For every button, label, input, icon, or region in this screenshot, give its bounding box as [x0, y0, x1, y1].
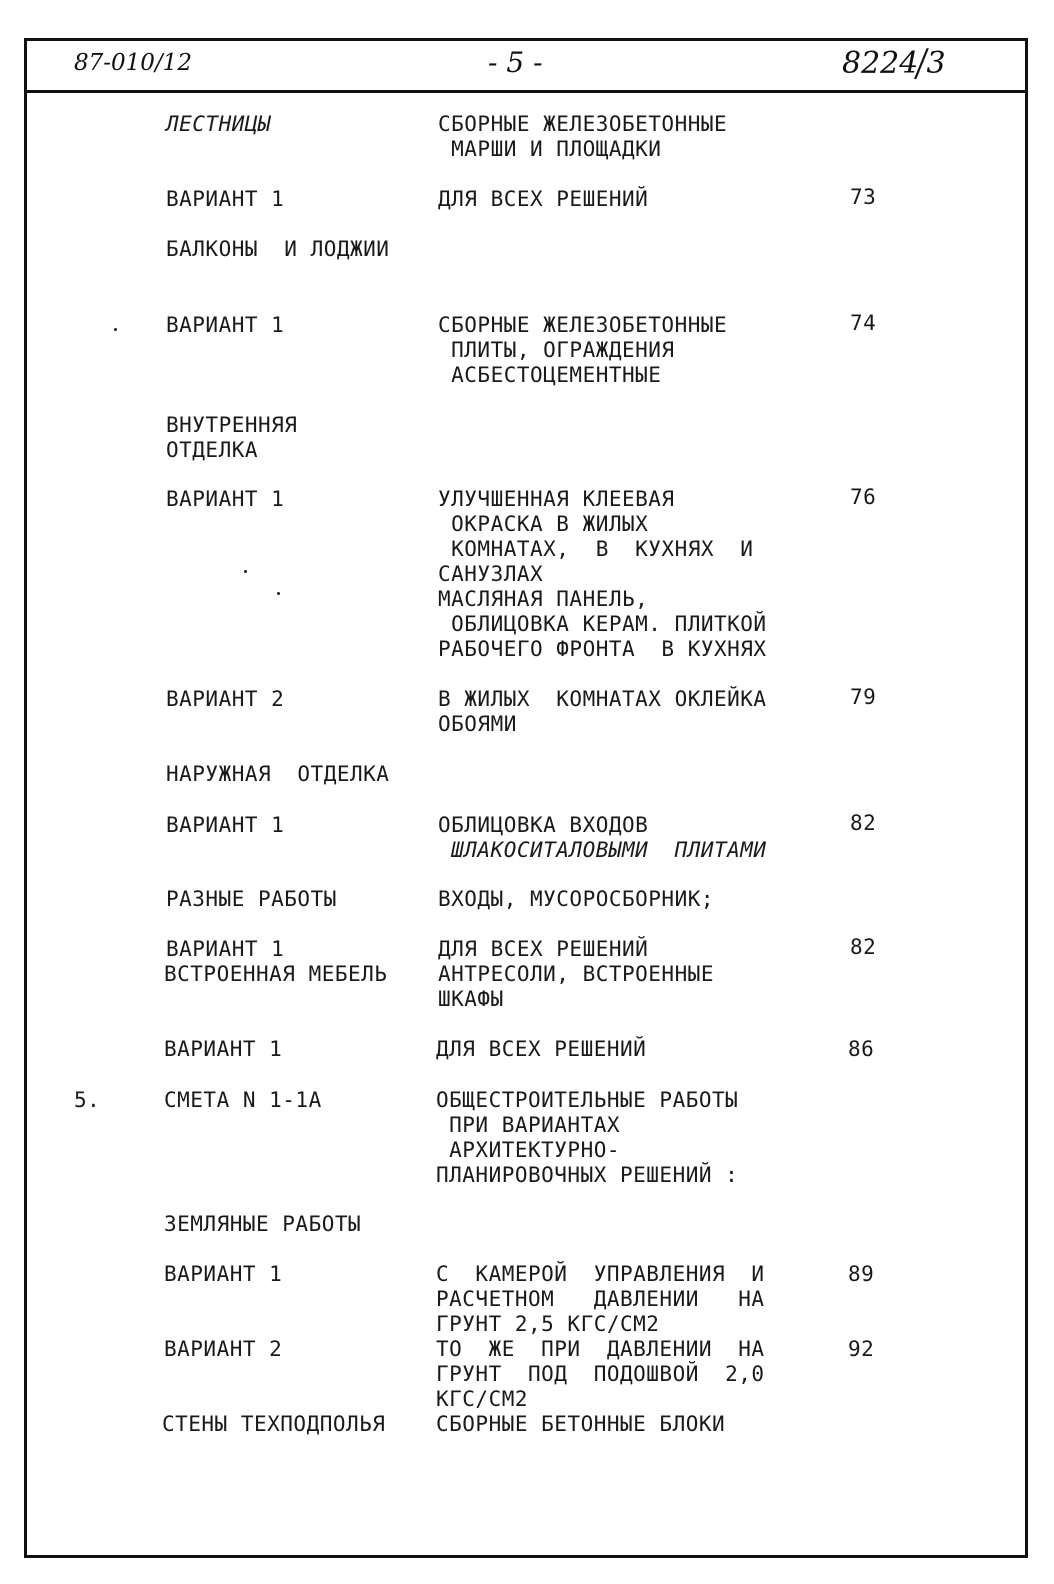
text-line: ДЛЯ ВСЕХ РЕШЕНИЙ: [436, 1037, 647, 1061]
section-title: РАЗНЫЕ РАБОТЫ: [166, 887, 337, 911]
variant-label: ВАРИАНТ 1: [166, 813, 285, 837]
variant-label: ВАРИАНТ 1: [166, 487, 285, 511]
text-line: РАСЧЕТНОМ ДАВЛЕНИИ НА: [436, 1287, 765, 1311]
document-code: 87-010/12: [74, 50, 192, 76]
variant-label: ВАРИАНТ 1: [166, 187, 285, 211]
text-line: УЛУЧШЕННАЯ КЛЕЕВАЯ: [438, 487, 675, 511]
page-ref: 92: [848, 1337, 875, 1361]
text-line: ДЛЯ ВСЕХ РЕШЕНИЙ: [438, 187, 649, 211]
section-title: ОТДЕЛКА: [166, 438, 259, 462]
variant-label: ВАРИАНТ 1: [166, 313, 285, 337]
text-line: СБОРНЫЕ БЕТОННЫЕ БЛОКИ: [436, 1412, 726, 1436]
text-line: ОКРАСКА В ЖИЛЫХ: [438, 512, 649, 536]
section-title: ЗЕМЛЯНЫЕ РАБОТЫ: [164, 1212, 362, 1236]
text-line: АСБЕСТОЦЕМЕНТНЫЕ: [438, 363, 662, 387]
text-line: ВХОДЫ, МУСОРОСБОРНИК;: [438, 887, 715, 911]
document-number: [842, 41, 946, 86]
text-line: КГС/СМ2: [436, 1387, 529, 1411]
variant-label: ВАРИАНТ 2: [164, 1337, 283, 1361]
page-ref: 76: [850, 485, 877, 509]
doc-number-separator: /: [916, 41, 927, 86]
text-line: С КАМЕРОЙ УПРАВЛЕНИЯ И: [436, 1262, 765, 1286]
speck: [277, 592, 280, 595]
variant-label: ВАРИАНТ 1: [164, 1037, 283, 1061]
text-line: СБОРНЫЕ ЖЕЛЕЗОБЕТОННЫЕ: [438, 313, 728, 337]
doc-number-main: 8224: [842, 46, 919, 81]
speck: [114, 328, 117, 331]
text-line: АНТРЕСОЛИ, ВСТРОЕННЫЕ: [438, 962, 715, 986]
section-title: ВСТРОЕННАЯ МЕБЕЛЬ: [164, 962, 388, 986]
estimate-title: СМЕТА N 1-1А: [164, 1088, 322, 1112]
header-divider: [24, 90, 1028, 93]
page-ref: 79: [850, 685, 877, 709]
section-title: СТЕНЫ ТЕХПОДПОЛЬЯ: [162, 1412, 386, 1436]
text-line: ШЛАКОСИТАЛОВЫМИ ПЛИТАМИ: [438, 838, 767, 862]
text-line: ДЛЯ ВСЕХ РЕШЕНИЙ: [438, 937, 649, 961]
text-line: КОМНАТАХ, В КУХНЯХ И: [438, 537, 754, 561]
text-line: ГРУНТ ПОД ПОДОШВОЙ 2,0: [436, 1362, 765, 1386]
section-title: НАРУЖНАЯ ОТДЕЛКА: [166, 762, 390, 786]
page-number: - 5 -: [488, 46, 543, 79]
page-ref: 89: [848, 1262, 875, 1286]
text-line: МАСЛЯНАЯ ПАНЕЛЬ,: [438, 587, 649, 611]
page-ref: 82: [850, 935, 877, 959]
variant-label: ВАРИАНТ 2: [166, 687, 285, 711]
text-line: ПЛИТЫ, ОГРАЖДЕНИЯ: [438, 338, 675, 362]
page-ref: 82: [850, 811, 877, 835]
text-line: САНУЗЛАХ: [438, 562, 544, 586]
text-line: ПРИ ВАРИАНТАХ: [436, 1113, 621, 1137]
text-line: ГРУНТ 2,5 КГС/СМ2: [436, 1312, 660, 1336]
section-stairs-title: ЛЕСТНИЦЫ: [166, 112, 272, 136]
doc-number-suffix: 3: [926, 46, 946, 81]
page-ref: 86: [848, 1037, 875, 1061]
variant-label: ВАРИАНТ 1: [164, 1262, 283, 1286]
speck: [244, 570, 247, 573]
page-ref: 74: [850, 311, 877, 335]
section-title: БАЛКОНЫ И ЛОДЖИИ: [166, 237, 390, 261]
text-line: СБОРНЫЕ ЖЕЛЕЗОБЕТОННЫЕ: [438, 112, 728, 136]
text-line: ОБОЯМИ: [438, 712, 517, 736]
text-line: АРХИТЕКТУРНО-: [436, 1138, 621, 1162]
text-line: В ЖИЛЫХ КОМНАТАХ ОКЛЕЙКА: [438, 687, 767, 711]
page-ref: 73: [850, 185, 877, 209]
section-title: ВНУТРЕННЯЯ: [166, 413, 298, 437]
variant-label: ВАРИАНТ 1: [166, 937, 285, 961]
text-line: ОБЩЕСТРОИТЕЛЬНЫЕ РАБОТЫ: [436, 1088, 739, 1112]
text-line: ТО ЖЕ ПРИ ДАВЛЕНИИ НА: [436, 1337, 765, 1361]
text-line: ШКАФЫ: [438, 987, 504, 1011]
text-line: ОБЛИЦОВКА ВХОДОВ: [438, 813, 649, 837]
item-number: 5.: [74, 1088, 101, 1112]
text-line: ПЛАНИРОВОЧНЫХ РЕШЕНИЙ :: [436, 1163, 739, 1187]
text-line: МАРШИ И ПЛОЩАДКИ: [438, 137, 662, 161]
text-line: ОБЛИЦОВКА КЕРАМ. ПЛИТКОЙ: [438, 612, 767, 636]
text-line: РАБОЧЕГО ФРОНТА В КУХНЯХ: [438, 637, 767, 661]
